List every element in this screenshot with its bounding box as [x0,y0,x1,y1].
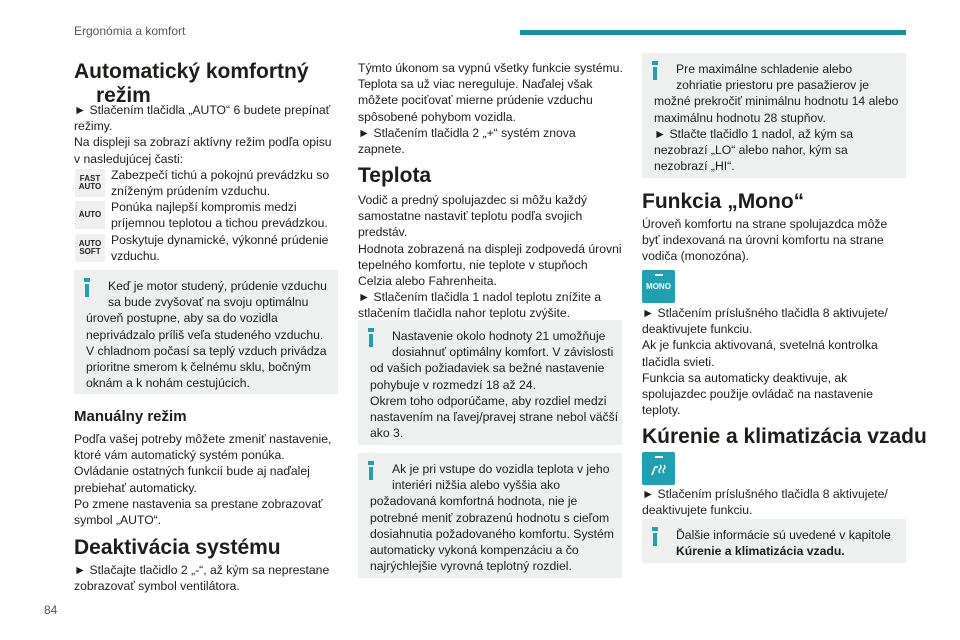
heading-mono-function: Funkcia „Mono“ [642,190,805,213]
auto-soft-symbol: AUTO SOFT [75,234,105,262]
page-number: 84 [44,603,58,617]
mono-button-icon: MONO [642,270,675,303]
mono-function-paragraph: ► Stlačením príslušného tlačidla 8 aktivujete/ deaktivujete funkciu. Ak je funkcia aktivovaná, svetelná kontrolka tlačidla svieti. Funkcia sa automaticky deaktivuje, ak spolujazdec použije ovládač na nastavenie teploty. [642,306,888,418]
auto-symbol: AUTO [75,201,105,229]
heading-deactivation: Deaktivácia systému [74,536,281,559]
info-icon [652,527,658,545]
info-icon [652,61,658,79]
heading-rear-climate: Kúrenie a klimatizácia vzadu [642,425,927,448]
fast-auto-symbol: FAST AUTO [75,169,105,197]
note-entry-temperature: Ak je pri vstupe do vozidla teplota v jeho interiéri nižšia alebo vyššia ako požadovaná komfortná hodnota, nie je potrebné meniť zobrazenú hodnotu s cieľom dosiahnutia požadovaného komfortu. Systém automaticky vykoná kompenzáciu a čo najrýchlejšie vyrovná teplotný rozdiel. [358,453,622,578]
info-icon [368,328,374,346]
mono-intro-paragraph: Úroveň komfortu na strane spolujazdca môže byť indexovaná na úrovni komfortu na strane vodiča (monozóna). [642,217,888,264]
note-max-cooling: Pre maximálne schladenie alebo zohriatie priestoru pre pasažierov je možné prekročiť minimálnu hodnotu 14 alebo maximálnu hodnotu 28 stupňov. ► Stlačte tlačidlo 1 nadol, až kým sa nezobrazí „LO“ alebo nahor, kým sa nezobrazí „HI“. [642,53,906,178]
info-icon [84,278,90,296]
deactivation-paragraph: ► Stlačajte tlačidlo 2 „-“, až kým sa neprestane zobrazovať symbol ventilátora. [74,563,330,594]
heading-manual-mode: Manuálny režim [74,408,187,425]
header-accent-bar [520,30,906,35]
rear-climate-paragraph: ► Stlačením príslušného tlačidla 8 aktivujete/ deaktivujete funkciu. [642,487,888,518]
mode-auto-description: Ponúka najlepší kompromis medzi príjemnou teplotou a tichou prevádzkou. [111,200,328,231]
auto-mode-paragraph: ► Stlačením tlačidla „AUTO“ 6 budete prepínať režimy. Na displeji sa zobrazí aktívny režim podľa opisu v nasledujúcej časti: [74,103,332,166]
note-comfort-setting: Nastavenie okolo hodnoty 21 umožňuje dosiahnuť optimálny komfort. V závislosti od vašich požiadaviek sa bežné nastavenie pohybuje v rozmedzí 18 až 24. Okrem toho odporúčame, aby rozdiel medzi nastavením na ľavej/pravej strane nebol väčší ako 3. [358,320,622,445]
note-rear-climate-reference: Ďalšie informácie sú uvedené v kapitole Kúrenie a klimatizácia vzadu. [642,519,906,563]
rear-climate-button-icon [642,452,675,485]
system-off-paragraph: Týmto úkonom sa vypnú všetky funkcie systému. Teplota sa už viac nereguluje. Naďalej však môžete pociťovať mierne prúdenie vzduchu spôsobené pohybom vozidla. ► Stlačením tlačidla 2 „+“ systém znova zapnete. [358,61,623,157]
heading-temperature: Teplota [358,164,432,187]
info-icon [368,461,374,479]
mode-soft-description: Poskytuje dynamické, výkonné prúdenie vzduchu. [111,233,329,264]
mode-fast-description: Zabezpečí tichú a pokojnú prevádzku so zníženým prúdením vzduchu. [111,168,330,199]
rear-seat-airflow-icon [649,461,669,477]
running-header: Ergonómia a komfort [74,24,186,38]
note-cold-engine: Keď je motor studený, prúdenie vzduchu sa bude zvyšovať na svoju optimálnu úroveň postupne, aby sa do vozidla neprivádzalo príliš veľa studeného vzduchu. V chladnom počasí sa teplý vzduch privádza prioritne smerom k čelnému sklu, bočným oknám a k nohám cestujúcich. [74,270,338,394]
temperature-paragraph: Vodič a predný spolujazdec si môžu každý samostatne nastaviť teplotu podľa svojich predstáv. Hodnota zobrazená na displeji zodpovedá úrovni tepelného komfortu, nie teplote v stupňoch Celzia alebo Fahrenheita. ► Stlačením tlačidla 1 nadol teplotu znížite a stlačením tlačidla nahor teplotu zvýšite. [358,193,622,321]
heading-automatic-mode: Automatický komfortný režim [74,60,309,107]
manual-mode-paragraph: Podľa vašej potreby môžete zmeniť nastavenie, ktoré vám automatický systém ponúka. Ovládanie ostatných funkcií bude aj naďalej prebiehať automaticky. Po zmene nastavenia sa prestane zobrazovať symbol „AUTO“. [74,432,332,528]
